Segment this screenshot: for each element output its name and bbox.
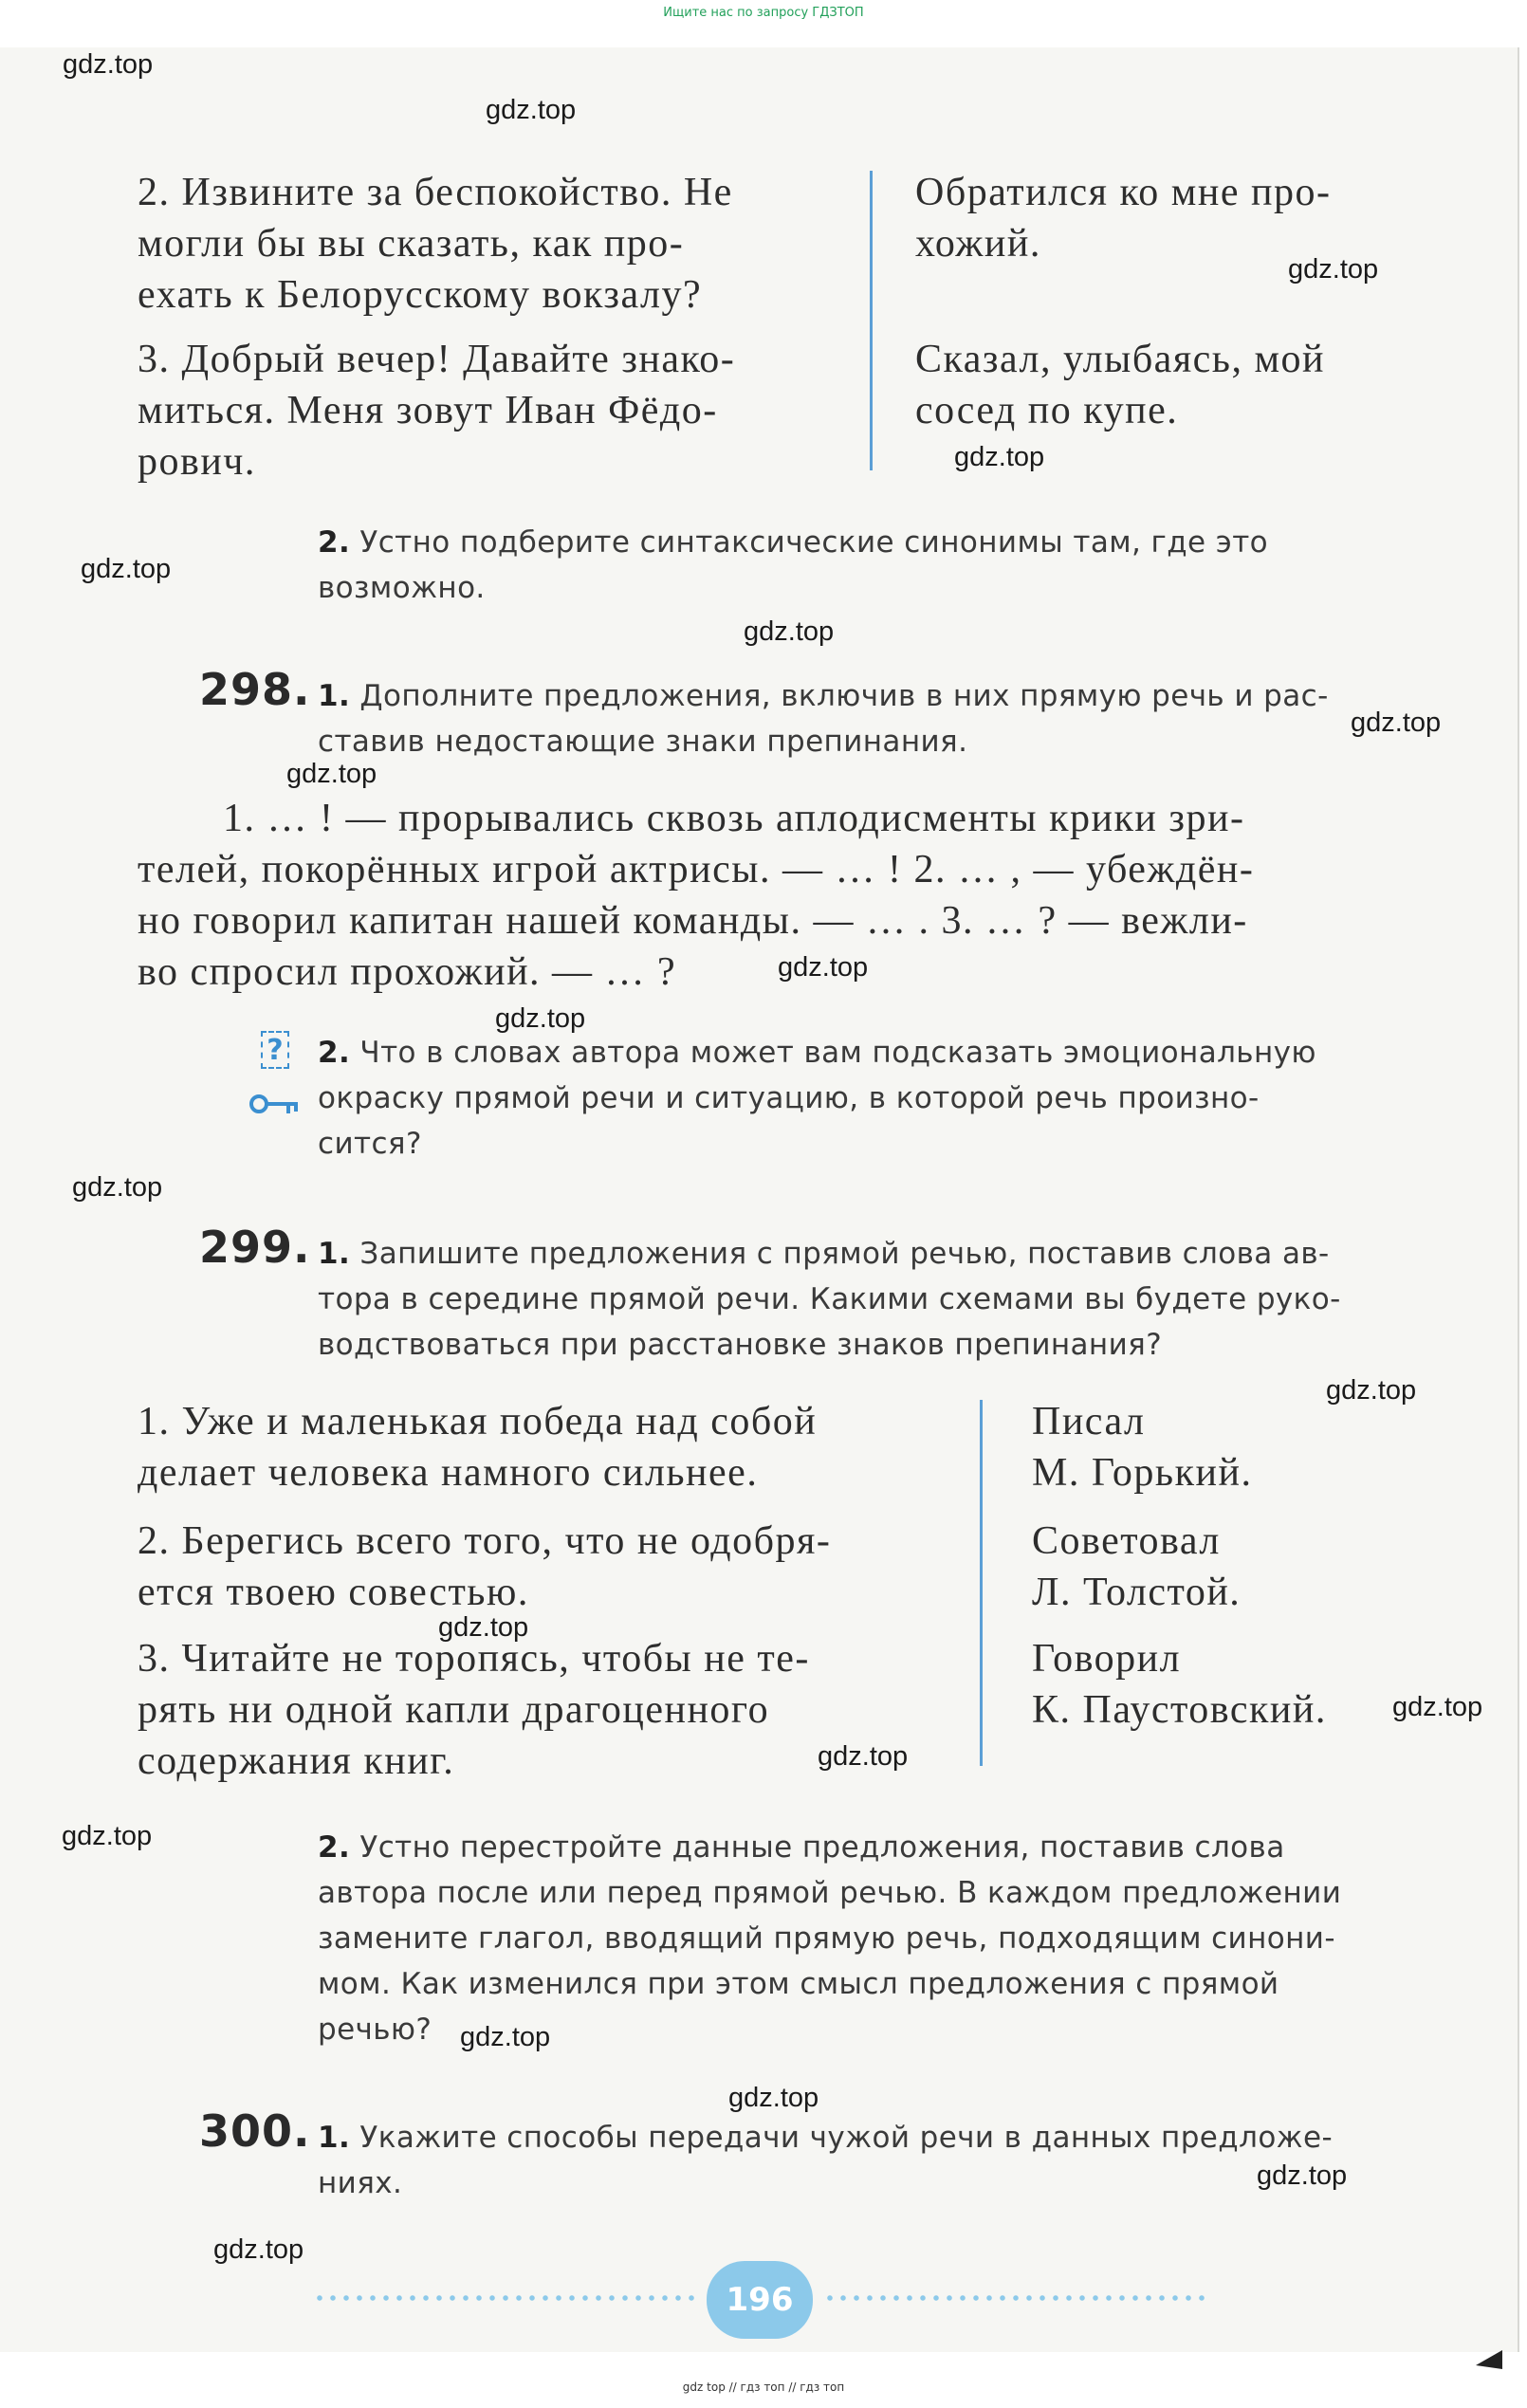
task-text: Дополните предложения, включив в них прямую речь и рас- <box>359 679 1329 713</box>
footer-dots-right <box>823 2295 1207 2301</box>
watermark[interactable]: gdz.top <box>1392 1692 1483 1722</box>
task-text: Устно подберите синтаксические синонимы там, где это <box>359 525 1269 560</box>
block1-task2-line-2: возможно. <box>318 571 486 605</box>
exercise-number-300: 300. <box>199 2105 311 2157</box>
watermark[interactable]: gdz.top <box>954 442 1045 472</box>
ex299-task1-line-2: тора в середине прямой речи. Какими схемами вы будете руко- <box>318 1282 1341 1316</box>
ex299-right-line-6: К. Паустовский. <box>1032 1688 1327 1732</box>
ex299-task2-line-1 <box>318 1825 1285 1870</box>
block1-left-line-1: 2. Извините за беспокойство. Не <box>138 171 733 214</box>
column-divider <box>870 171 873 470</box>
watermark[interactable]: gdz.top <box>1257 2160 1348 2191</box>
ex299-left-line-5: 3. Читайте не торопясь, чтобы не те- <box>138 1637 810 1681</box>
ex299-left-line-4: ется твоею совестью. <box>138 1571 529 1614</box>
question-icon: ? <box>261 1031 289 1069</box>
task-text: Что в словах автора может вам подсказать эмоциональную <box>359 1036 1316 1070</box>
block1-right-line-4: сосед по купе. <box>915 389 1179 432</box>
watermark[interactable]: gdz.top <box>728 2083 819 2113</box>
block1-left-line-2: могли бы вы сказать, как про- <box>138 222 685 266</box>
ex298-text-line-2: телей, покорённых игрой актрисы. — … ! 2. … , — убеждён- <box>138 848 1255 892</box>
watermark[interactable]: gdz.top <box>1288 254 1379 285</box>
watermark[interactable]: gdz.top <box>818 1741 909 1772</box>
top-banner[interactable]: Ищите нас по запросу ГДЗТОП <box>663 6 864 20</box>
task-label: 1. <box>318 1237 351 1271</box>
watermark[interactable]: gdz.top <box>460 2022 551 2052</box>
block1-left-line-4: 3. Добрый вечер! Давайте знако- <box>138 338 736 381</box>
ex298-text-line-4: во спросил прохожий. — … ? <box>138 950 677 994</box>
page-number: 196 <box>707 2261 813 2339</box>
block1-task2-line-1 <box>318 520 1268 565</box>
block1-right-line-1: Обратился ко мне про- <box>915 171 1332 214</box>
block1-left-line-6: рович. <box>138 440 256 484</box>
watermark[interactable]: gdz.top <box>495 1003 586 1034</box>
block1-left-line-3: ехать к Белорусскому вокзалу? <box>138 273 703 317</box>
watermark[interactable]: gdz.top <box>486 95 577 125</box>
column-divider <box>980 1400 983 1766</box>
watermark[interactable]: gdz.top <box>438 1612 529 1643</box>
watermark[interactable]: gdz.top <box>62 1821 153 1851</box>
ex299-right-line-1: Писал <box>1032 1400 1146 1443</box>
watermark[interactable]: gdz.top <box>213 2234 304 2265</box>
ex298-text-line-3: но говорил капитан нашей команды. — … . 3. … ? — вежли- <box>138 899 1248 943</box>
ex299-left-line-2: делает человека намного сильнее. <box>138 1451 759 1495</box>
ex300-task1-line-2: ниях. <box>318 2166 403 2200</box>
ex299-left-line-6: рять ни одной капли драгоценного <box>138 1688 770 1732</box>
ex299-right-line-5: Говорил <box>1032 1637 1182 1681</box>
block1-left-line-5: миться. Меня зовут Иван Фёдо- <box>138 389 718 432</box>
task-label: 2. <box>318 1036 351 1070</box>
ex298-task1-line-1 <box>318 673 1329 719</box>
ex299-left-line-1: 1. Уже и маленькая победа над собой <box>138 1400 818 1443</box>
watermark[interactable]: gdz.top <box>778 952 869 983</box>
watermark[interactable]: gdz.top <box>286 759 377 789</box>
page-corner-icon <box>1476 2343 1504 2371</box>
ex299-left-line-7: содержания книг. <box>138 1739 455 1783</box>
task-label: 1. <box>318 679 351 713</box>
ex298-task1-line-2: ставив недостающие знаки препинания. <box>318 725 968 759</box>
task-label: 1. <box>318 2121 351 2155</box>
watermark[interactable]: gdz.top <box>72 1172 163 1203</box>
ex298-task2-line-2: окраску прямой речи и ситуацию, в которой речь произно- <box>318 1081 1260 1115</box>
bottom-links[interactable]: gdz top // гдз топ // гдз топ <box>682 2380 845 2394</box>
block1-right-line-3: Сказал, улыбаясь, мой <box>915 338 1325 381</box>
footer-dots-left <box>313 2295 697 2301</box>
exercise-number-298: 298. <box>199 664 311 715</box>
watermark[interactable]: gdz.top <box>1326 1375 1417 1406</box>
ex299-task2-line-5: речью? <box>318 2013 432 2047</box>
task-label: 2. <box>318 1830 351 1865</box>
watermark[interactable]: gdz.top <box>744 616 835 647</box>
ex298-task2-line-1 <box>318 1030 1316 1075</box>
ex299-task2-line-2: автора после или перед прямой речью. В каждом предложении <box>318 1876 1342 1910</box>
ex299-task2-line-3: замените глагол, вводящий прямую речь, подходящим синони- <box>318 1921 1335 1956</box>
watermark[interactable]: gdz.top <box>1351 708 1442 738</box>
ex298-text-line-1: 1. … ! — прорывались сквозь аплодисменты крики зри- <box>223 797 1245 840</box>
task-label: 2. <box>318 525 351 560</box>
task-text: Устно перестройте данные предложения, поставив слова <box>359 1830 1285 1865</box>
watermark[interactable]: gdz.top <box>81 554 172 584</box>
ex298-task2-line-3: сится? <box>318 1127 422 1161</box>
ex299-right-line-4: Л. Толстой. <box>1032 1571 1242 1614</box>
task-text: Запишите предложения с прямой речью, поставив слова ав- <box>359 1237 1330 1271</box>
ex300-task1-line-1 <box>318 2115 1333 2160</box>
ex299-right-line-2: М. Горький. <box>1032 1451 1253 1495</box>
ex299-task1-line-3: водствоваться при расстановке знаков препинания? <box>318 1328 1163 1362</box>
key-icon <box>248 1091 302 1117</box>
ex299-task2-line-4: мом. Как изменился при этом смысл предложения с прямой <box>318 1967 1279 2001</box>
exercise-number-299: 299. <box>199 1222 311 1273</box>
block1-right-line-2: хожий. <box>915 222 1041 266</box>
ex299-task1-line-1 <box>318 1231 1330 1277</box>
task-text: Укажите способы передачи чужой речи в данных предложе- <box>359 2121 1334 2155</box>
ex299-right-line-3: Советовал <box>1032 1519 1221 1563</box>
watermark[interactable]: gdz.top <box>63 49 154 80</box>
ex299-left-line-3: 2. Берегись всего того, что не одобря- <box>138 1519 832 1563</box>
